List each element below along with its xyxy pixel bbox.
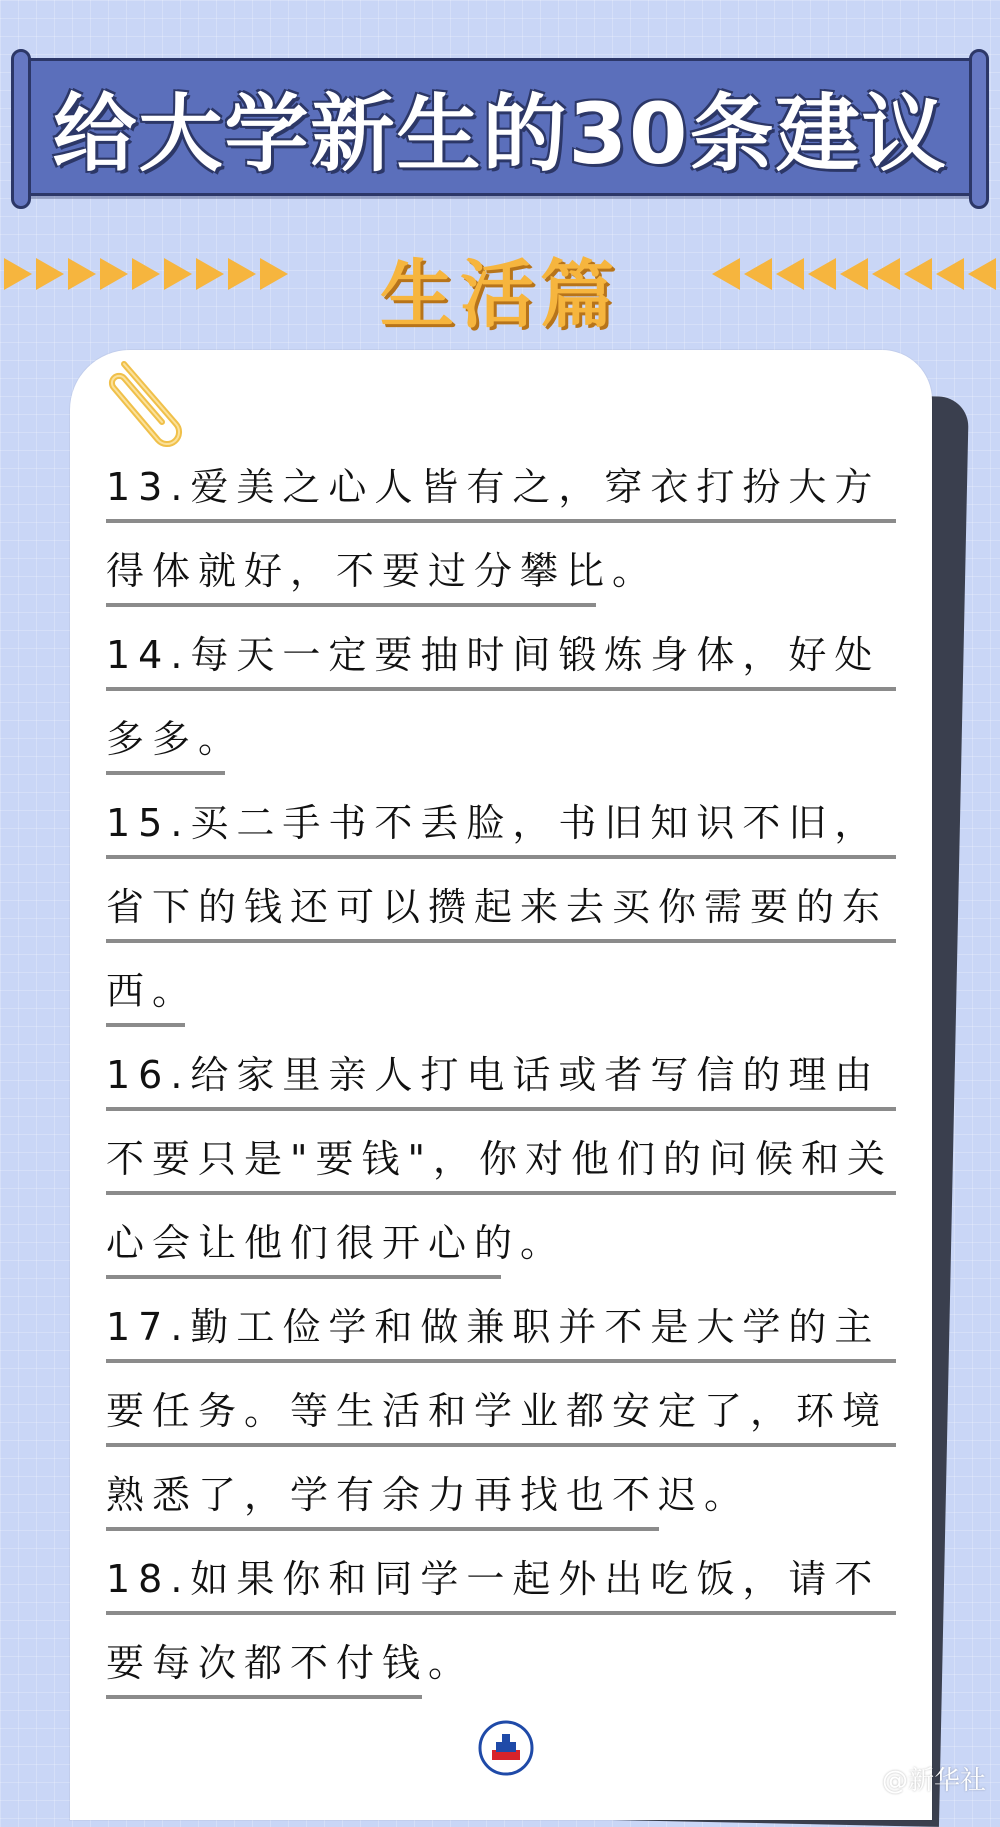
line-text: 18.如果你和同学一起外出吃饭，请不 [106,1557,881,1601]
line-underline [106,603,596,607]
line-underline [106,1443,896,1447]
text-line [106,1033,896,1117]
line-underline [106,1107,896,1111]
text-line [106,445,896,529]
line-underline [106,771,225,775]
line-underline [106,855,896,859]
paperclip-icon [102,350,192,450]
line-underline [106,939,896,943]
line-text: 西。 [106,969,199,1013]
text-line [106,1369,896,1453]
right-arrows-decoration [712,258,996,290]
text-line [106,613,896,697]
line-text: 熟悉了，学有余力再找也不迟。 [106,1473,751,1517]
line-text: 心会让他们很开心的。 [106,1221,567,1265]
weibo-icon [846,1766,876,1792]
line-text: 13.爱美之心人皆有之，穿衣打扮大方 [106,465,881,509]
text-line [106,1285,896,1369]
text-line [106,1117,896,1201]
line-underline [106,1191,896,1195]
line-text: 16.给家里亲人打电话或者写信的理由 [106,1053,881,1097]
advice-list [106,445,896,1705]
watermark [846,1760,986,1797]
line-text: 得体就好，不要过分攀比。 [106,549,659,593]
text-line [106,949,896,1033]
line-underline [106,1359,896,1363]
line-text: 15.买二手书不丢脸，书旧知识不旧， [106,801,881,845]
text-line [106,1453,896,1537]
line-underline [106,1275,501,1279]
xinhua-logo-icon [478,1720,534,1776]
page-title: 给大学新生的30条建议 [52,84,948,183]
line-text: 要任务。等生活和学业都安定了，环境 [106,1389,889,1433]
line-underline [106,1023,185,1027]
text-line [106,865,896,949]
line-text: 14.每天一定要抽时间锻炼身体，好处 [106,633,881,677]
text-line [106,781,896,865]
title-banner [22,58,978,196]
text-line [106,1621,896,1705]
line-text: 不要只是"要钱"，你对他们的问候和关 [106,1137,893,1181]
text-line [106,1201,896,1285]
section-title: 生活篇 [380,252,620,338]
text-line [106,529,896,613]
line-underline [106,687,896,691]
line-text: 多多。 [106,717,245,761]
line-underline [106,1611,896,1615]
line-text: 要每次都不付钱。 [106,1641,475,1685]
text-line [106,1537,896,1621]
line-underline [106,1527,659,1531]
line-text: 17.勤工俭学和做兼职并不是大学的主 [106,1305,881,1349]
line-text: 省下的钱还可以攒起来去买你需要的东 [106,885,889,929]
line-underline [106,519,896,523]
text-line [106,697,896,781]
line-underline [106,1695,422,1699]
section-header [0,236,1000,338]
left-arrows-decoration [4,258,288,290]
watermark-text: @新华社 [881,1766,986,1796]
